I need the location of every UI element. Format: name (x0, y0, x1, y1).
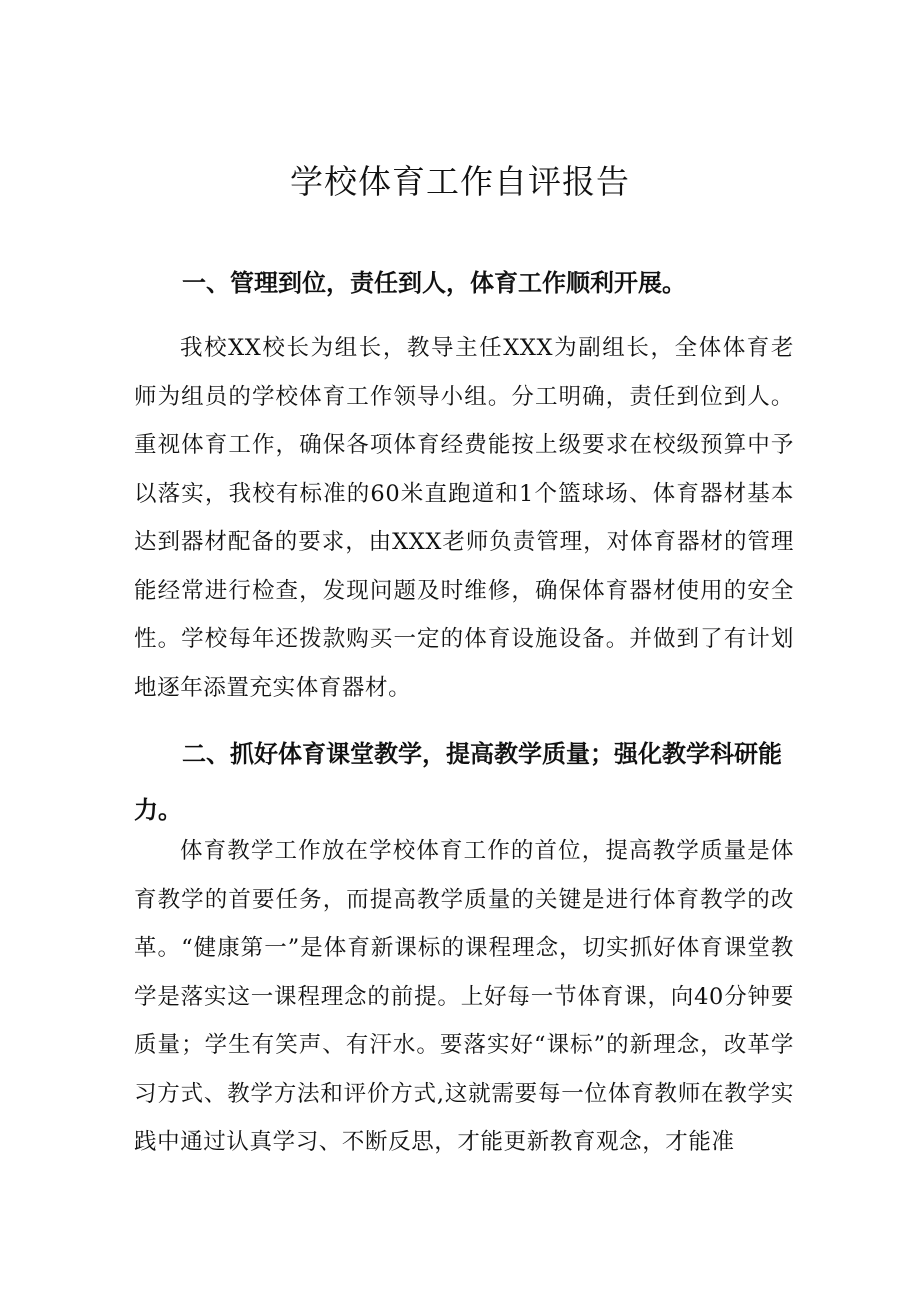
section-heading-2: 二、抓好体育课堂教学，提高教学质量；强化教学科研能力。 (134, 740, 782, 824)
section-heading-1: 一、管理到位，责任到人，体育工作顺利开展。 (182, 269, 686, 297)
section-paragraph-1: 我校XX校长为组长，教导主任XXX为副组长，全体体育老师为组员的学校体育工作领导小组。分工明确，责任到位到人。重视体育工作，确保各项体育经费能按上级要求在校级预算中予以落实，我校有标准的60米直跑道和1个篮球场、体育器材基本达到器材配备的要求，由XXX老师负责管理，对体育器材的管理能经常进行检查，发现问题及时维修，确保体育器材使用的安全性。学校每年还拨款购买一定的体育设施设备。并做到了有计划地逐年添置充实体育器材。 (134, 335, 794, 701)
section-paragraph-2: 体育教学工作放在学校体育工作的首位，提高教学质量是体育教学的首要任务，而提高教学质量的关键是进行体育教学的改革。“健康第一”是体育新课标的课程理念，切实抓好体育课堂教学是落实这一课程理念的前提。上好每一节体育课，向40分钟要质量；学生有笑声、有汗水。要落实好“课标”的新理念，改革学习方式、教学方法和评价方式,这就需要每一位体育教师在教学实践中通过认真学习、不断反思，才能更新教育观念，才能准 (134, 838, 794, 1155)
document-title: 学校体育工作自评报告 (290, 162, 630, 201)
